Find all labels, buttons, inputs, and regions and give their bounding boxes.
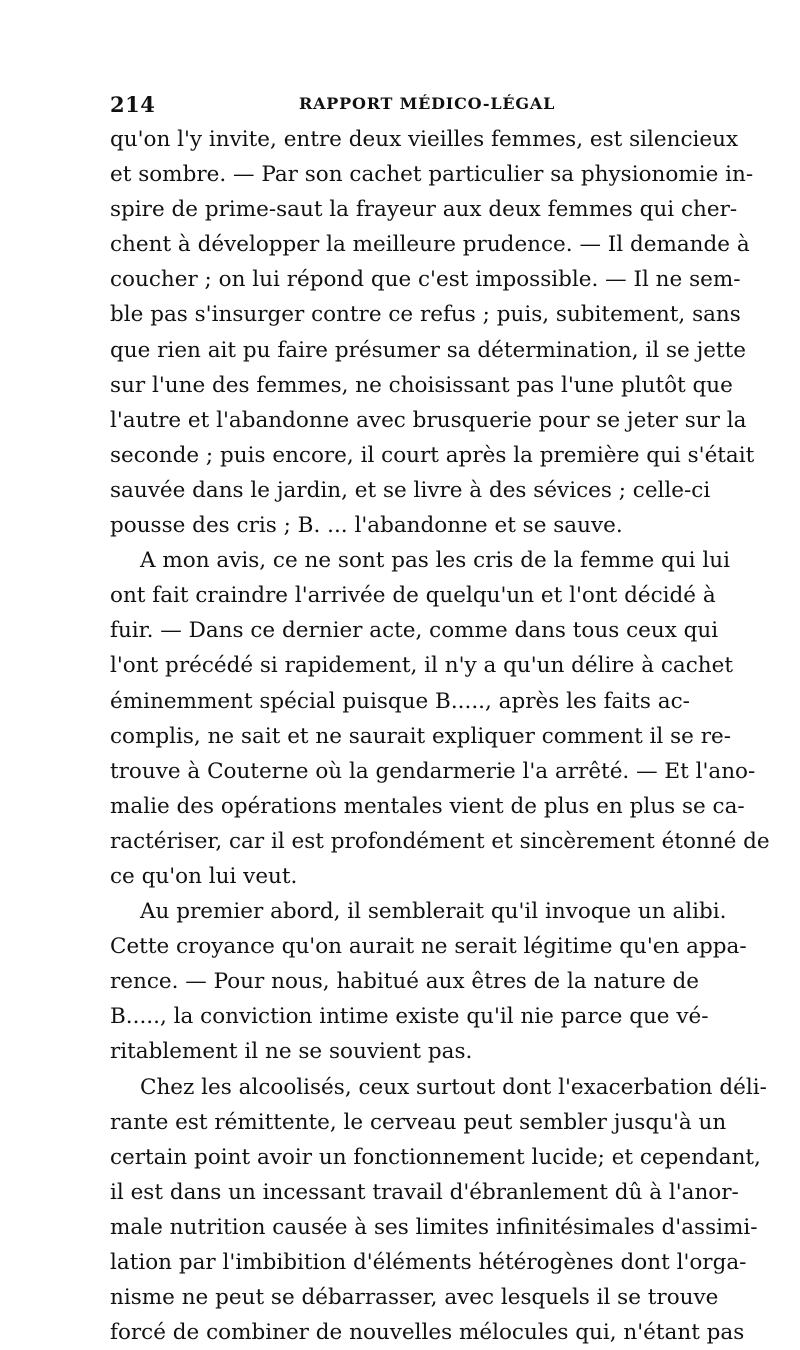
text-line: rante est rémittente, le cerveau peut sembler jusqu'à un [110, 1109, 727, 1135]
text-line: éminemment spécial puisque B....., après les faits ac- [110, 688, 690, 714]
text-line: seconde ; puis encore, il court après la première qui s'était [110, 442, 755, 468]
text-line: chent à développer la meilleure prudence. — Il demande à [110, 232, 750, 258]
body-text [110, 122, 770, 1350]
text-line: fuir. — Dans ce dernier acte, comme dans tous ceux qui [110, 618, 719, 644]
text-line: il est dans un incessant travail d'ébranlement dû à l'anor- [110, 1179, 739, 1205]
text-line: certain point avoir un fonctionnement lucide; et cependant, [110, 1144, 761, 1170]
page-number: 214 [110, 92, 156, 117]
text-line: qu'on l'y invite, entre deux vieilles femmes, est silencieux [110, 127, 739, 152]
text-line: que rien ait pu faire présumer sa détermination, il se jette [110, 337, 746, 363]
text-line: forcé de combiner de nouvelles mélocules qui, n'étant pas [110, 1320, 745, 1346]
text-line: lation par l'imbibition d'éléments hétérogènes dont l'orga- [110, 1250, 747, 1275]
text-line: ont fait craindre l'arrivée de quelqu'un et l'ont décidé à [110, 583, 716, 609]
text-line: trouve à Couterne où la gendarmerie l'a arrêté. — Et l'ano- [110, 758, 756, 784]
running-header [110, 92, 675, 122]
text-line: ritablement il ne se souvient pas. [110, 1039, 473, 1065]
text-line: ce qu'on lui veut. [110, 863, 298, 889]
text-line: B....., la conviction intime existe qu'il nie parce que vé- [110, 1004, 709, 1030]
text-line: spire de prime-saut la frayeur aux deux femmes qui cher- [110, 197, 738, 223]
text-line: sauvée dans le jardin, et se livre à des sévices ; celle-ci [110, 477, 711, 503]
text-line: male nutrition causée à ses limites infinitésimales d'assimi- [110, 1214, 758, 1240]
text-line: et sombre. — Par son cachet particulier sa physionomie in- [110, 162, 754, 188]
document-page [110, 92, 770, 1350]
text-line: l'ont précédé si rapidement, il n'y a qu'un délire à cachet [110, 653, 733, 679]
text-line: coucher ; on lui répond que c'est impossible. — Il ne sem- [110, 267, 741, 293]
text-line: ractériser, car il est profondément et sincèrement étonné de [110, 828, 770, 854]
running-title: RAPPORT MÉDICO-LÉGAL [299, 94, 556, 113]
text-line: pousse des cris ; B. ... l'abandonne et se sauve. [110, 513, 623, 539]
text-line: Au premier abord, il semblerait qu'il invoque un alibi. [140, 899, 727, 925]
text-line: complis, ne sait et ne saurait expliquer comment il se re- [110, 723, 732, 749]
text-line: A mon avis, ce ne sont pas les cris de la femme qui lui [140, 548, 730, 574]
text-line: rence. — Pour nous, habitué aux êtres de la nature de [110, 969, 699, 995]
text-line: malie des opérations mentales vient de plus en plus se ca- [110, 793, 745, 819]
text-line: Chez les alcoolisés, ceux surtout dont l'exacerbation déli- [140, 1074, 767, 1100]
text-line: l'autre et l'abandonne avec brusquerie pour se jeter sur la [110, 407, 747, 433]
text-line: nisme ne peut se débarrasser, avec lesquels il se trouve [110, 1285, 719, 1311]
text-line: ble pas s'insurger contre ce refus ; puis, subitement, sans [110, 302, 741, 328]
text-line: Cette croyance qu'on aurait ne serait légitime qu'en appa- [110, 934, 747, 960]
text-line: sur l'une des femmes, ne choisissant pas l'une plutôt que [110, 372, 733, 398]
